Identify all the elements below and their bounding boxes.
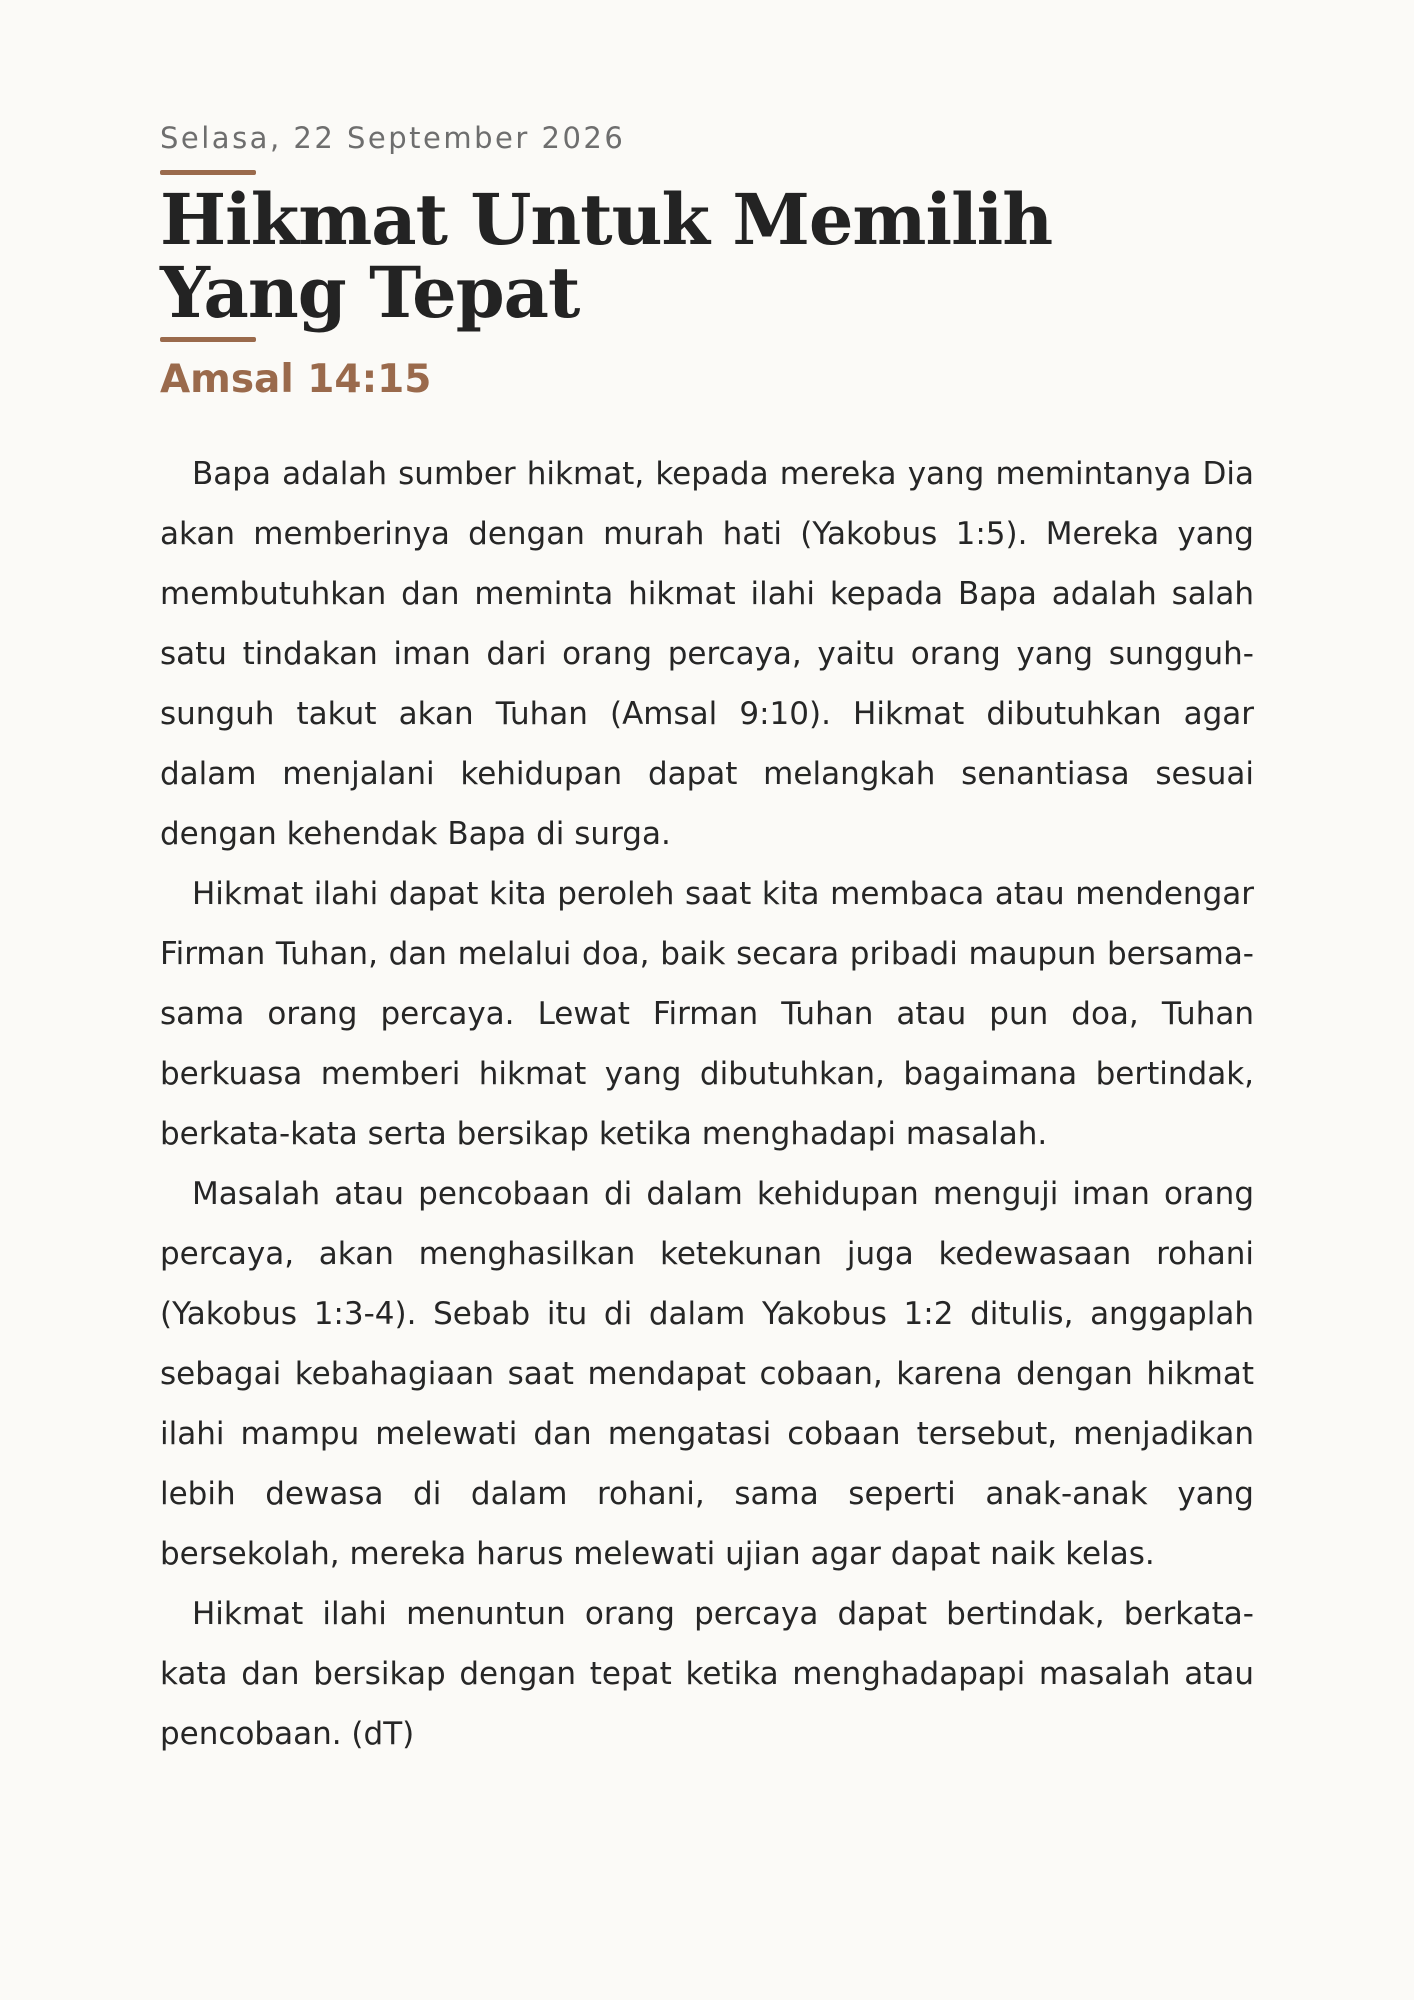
date-label: Selasa, 22 September 2026	[160, 121, 626, 155]
body-paragraph: Masalah atau pencobaan di dalam kehidupan menguji iman orang percaya, akan menghasilkan ketekunan juga kedewasaan rohani (Yakobus 1:3-4). Sebab itu di dalam Yakobus 1:2 ditulis, anggaplah sebagai kebahagiaan saat mendapat cobaan, karena dengan hikmat ilahi mampu melewati dan mengatasi cobaan tersebut, menjadikan lebih dewasa di dalam rohani, sama seperti anak-anak yang bersekolah, mereka harus melewati ujian agar dapat naik kelas.	[160, 1176, 1254, 1572]
body-paragraph: Hikmat ilahi menuntun orang percaya dapat bertindak, berkata-kata dan bersikap dengan tepat ketika menghadapapi masalah atau pencobaan. (dT)	[160, 1596, 1254, 1752]
scripture-reference: Amsal 14:15	[160, 357, 432, 402]
page-title: Hikmat Untuk Memilih Yang Tepat	[160, 178, 1053, 334]
accent-divider-bottom	[160, 337, 256, 342]
body-paragraph: Hikmat ilahi dapat kita peroleh saat kita membaca atau mendengar Firman Tuhan, dan melalui doa, baik secara pribadi maupun bersama-sama orang percaya. Lewat Firman Tuhan atau pun doa, Tuhan berkuasa memberi hikmat yang dibutuhkan, bagaimana bertindak, berkata-kata serta bersikap ketika menghadapi masalah.	[160, 876, 1254, 1152]
accent-divider-top	[160, 170, 256, 175]
body-paragraph: Bapa adalah sumber hikmat, kepada mereka yang memintanya Dia akan memberinya dengan murah hati (Yakobus 1:5). Mereka yang membutuhkan dan meminta hikmat ilahi kepada Bapa adalah salah satu tindakan iman dari orang percaya, yaitu orang yang sungguh-sunguh takut akan Tuhan (Amsal 9:10). Hikmat dibutuhkan agar dalam menjalani kehidupan dapat melangkah senantiasa sesuai dengan kehendak Bapa di surga.	[160, 456, 1254, 852]
devotional-body	[160, 444, 1254, 1764]
devotional-page	[160, 118, 1254, 1764]
